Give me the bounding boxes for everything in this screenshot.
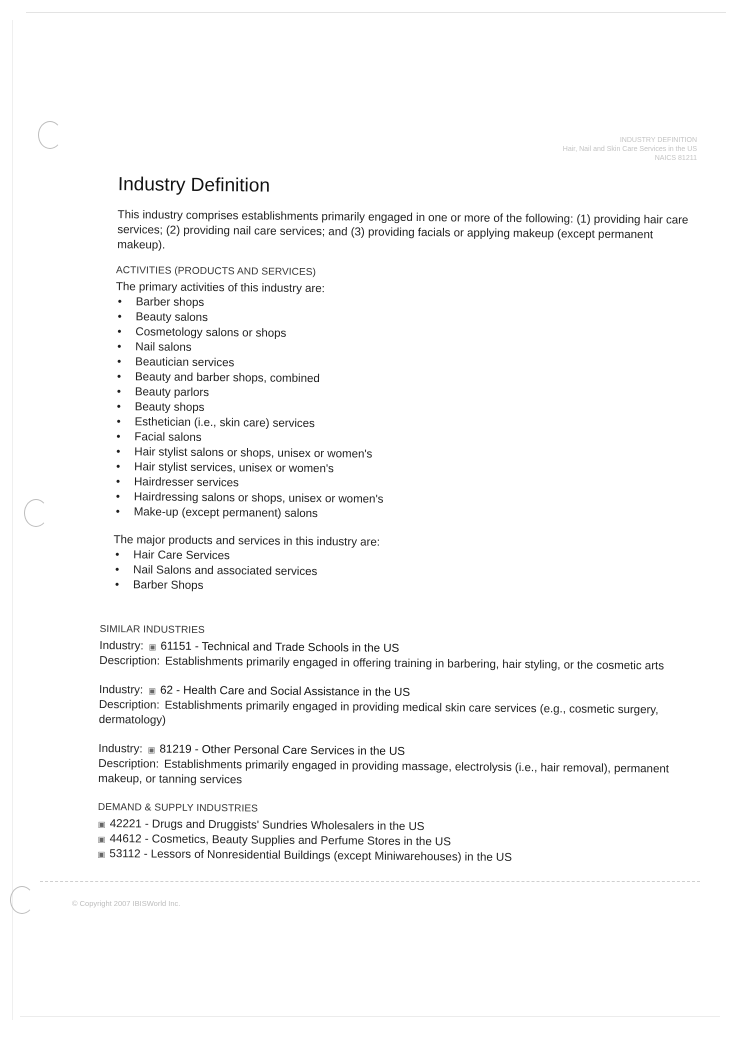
page-title: Industry Definition xyxy=(117,174,271,197)
list-item: • Beauty salons xyxy=(116,310,699,331)
activities-lead: The primary activities of this industry are: xyxy=(115,281,325,296)
scan-edge-top xyxy=(26,12,726,13)
industry-label: Industry: xyxy=(98,683,144,697)
list-item: • Nail salons xyxy=(115,340,698,361)
products-lead: The major products and services in this industry are: xyxy=(113,534,381,549)
industry-link[interactable]: 61151 - Technical and Trade Schools in the US xyxy=(160,640,400,655)
industry-label: Industry: xyxy=(99,639,144,653)
list-item: • Cosmetology salons or shops xyxy=(115,325,698,346)
description-label: Description: xyxy=(99,654,161,668)
header-line-2: Hair, Nail and Skin Care Services in the US xyxy=(562,146,697,153)
similar-industry-entry xyxy=(98,742,694,793)
list-item: • Hair Care Services xyxy=(113,548,696,569)
demand-supply-list xyxy=(97,817,693,868)
header-line-3: NAICS 81211 xyxy=(654,155,697,162)
description-label: Description: xyxy=(98,757,160,771)
description-label: Description: xyxy=(98,698,160,712)
activities-list xyxy=(114,295,699,526)
list-item: • Beauty parlors xyxy=(115,385,698,406)
document-icon: ▣ xyxy=(148,686,156,696)
industry-link[interactable]: 44612 - Cosmetics, Beauty Supplies and Perfume Stores in the US xyxy=(109,833,451,849)
header-line-1: INDUSTRY DEFINITION xyxy=(619,137,697,144)
intro-paragraph: This industry comprises establishments primarily engaged in one or more of the following: (1) providing hair care services; (2) providing nail care services; and (3) providing facials or applying makeup (except permanent makeup). xyxy=(117,209,689,252)
document-icon: ▣ xyxy=(148,642,157,652)
copyright-notice: © Copyright 2007 IBISWorld Inc. xyxy=(72,899,181,908)
demand-heading: DEMAND & SUPPLY INDUSTRIES xyxy=(97,801,258,815)
list-item: • Beauty and barber shops, combined xyxy=(115,370,698,391)
similar-industry-entry xyxy=(99,683,695,734)
list-item: • Esthetician (i.e., skin care) services xyxy=(115,415,698,436)
similar-heading: SIMILAR INDUSTRIES xyxy=(99,623,205,636)
industry-link[interactable]: 81219 - Other Personal Care Services in the US xyxy=(159,743,406,758)
industry-description xyxy=(99,698,695,734)
similar-industry-entry xyxy=(99,639,695,675)
punch-hole-icon xyxy=(10,886,34,914)
list-item: • Barber shops xyxy=(116,295,699,316)
products-list xyxy=(113,548,696,599)
industry-link[interactable]: 42221 - Drugs and Druggists' Sundries Wholesalers in the US xyxy=(109,818,425,834)
list-item: • Beauty shops xyxy=(115,400,698,421)
main-content xyxy=(97,172,700,868)
list-item: • Hair stylist salons or shops, unisex or women's xyxy=(114,445,697,466)
document-icon: ▣ xyxy=(97,849,106,860)
industry-link[interactable]: 53112 - Lessors of Nonresidential Buildings (except Miniwarehouses) in the US xyxy=(109,848,512,864)
industry-description xyxy=(98,757,694,793)
running-header xyxy=(563,136,697,163)
document-icon: ▣ xyxy=(147,745,156,755)
list-item: • Nail Salons and associated services xyxy=(113,563,696,584)
description-text: Establishments primarily engaged in offering training in barbering, hair styling, or the cosmetic arts xyxy=(164,655,665,673)
punch-hole-icon xyxy=(38,121,62,149)
list-item: • Facial salons xyxy=(114,430,697,451)
list-item: • Hairdresser services xyxy=(114,475,697,496)
description-text: Establishments primarily engaged in providing medical skin care services (e.g., cosmetic surgery, dermatology) xyxy=(98,699,659,727)
list-item: • Hairdressing salons or shops, unisex or women's xyxy=(114,490,697,511)
list-item: • Beautician services xyxy=(115,355,698,376)
document-icon: ▣ xyxy=(97,819,106,830)
document-icon: ▣ xyxy=(97,834,106,845)
list-item: • Make-up (except permanent) salons xyxy=(114,505,697,526)
scan-edge-bottom xyxy=(20,1016,720,1017)
list-item: • Barber Shops xyxy=(113,578,696,599)
footer-divider xyxy=(40,881,700,882)
industry-label: Industry: xyxy=(98,742,143,756)
industry-link[interactable]: 62 - Health Care and Social Assistance in the US xyxy=(160,684,411,699)
punch-hole-icon xyxy=(24,499,48,527)
description-text: Establishments primarily engaged in providing massage, electrolysis (i.e., hair removal), permanent makeup, or tanning services xyxy=(98,758,670,787)
similar-industries-list xyxy=(98,639,695,793)
scan-edge-left xyxy=(12,20,13,1020)
list-item: • Hair stylist services, unisex or women's xyxy=(114,460,697,481)
activities-heading: ACTIVITIES (PRODUCTS AND SERVICES) xyxy=(116,265,317,279)
